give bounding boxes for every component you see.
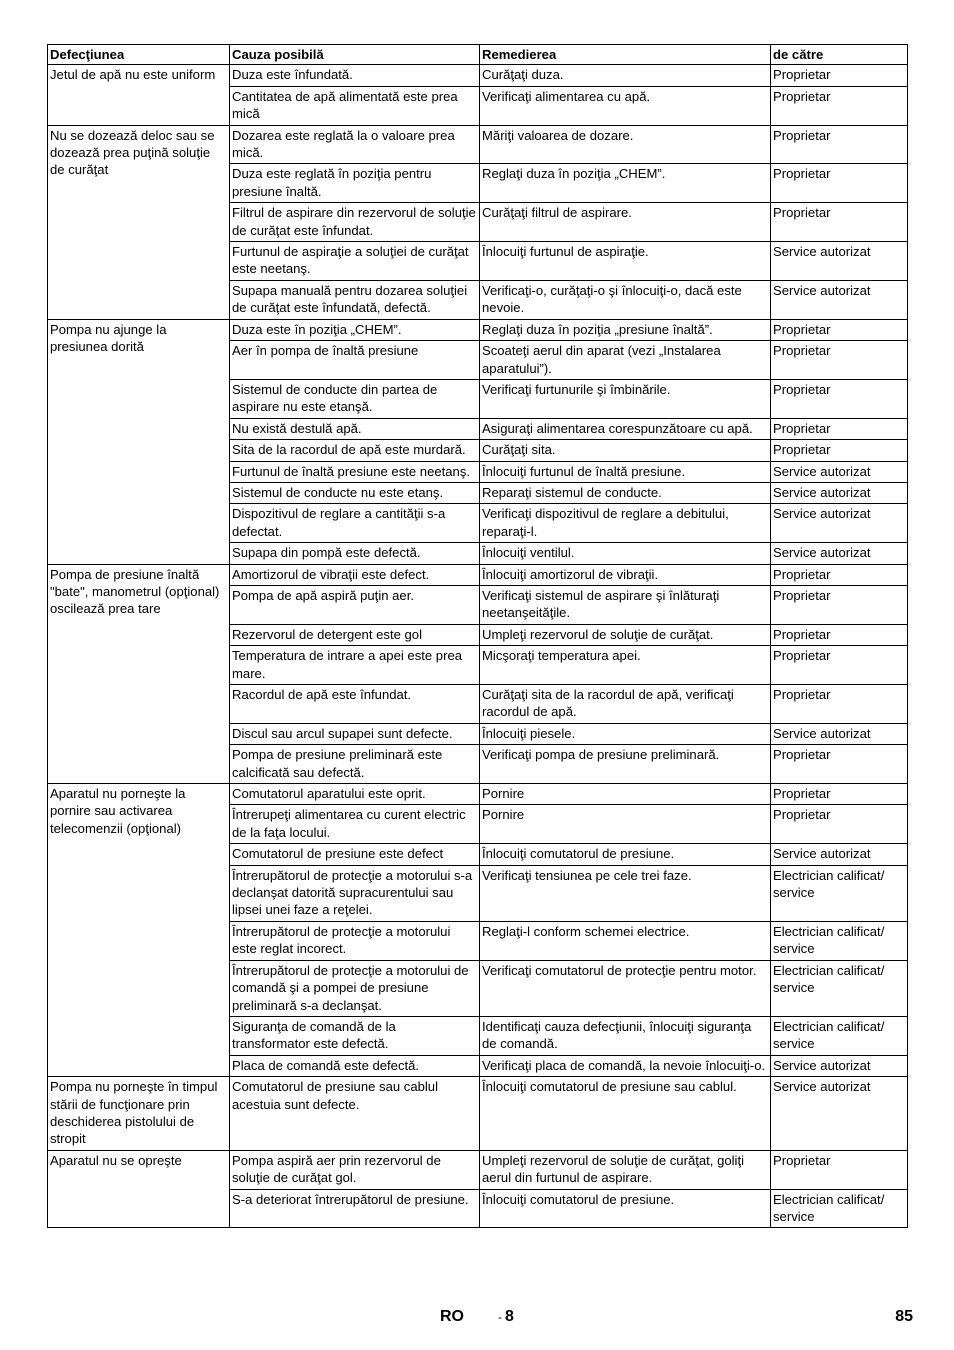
cause-cell: Duza este înfundată.: [230, 65, 480, 86]
cause-cell: Cantitatea de apă alimentată este prea mică: [230, 86, 480, 125]
cause-cell: Filtrul de aspirare din rezervorul de soluţie de curăţat este înfundat.: [230, 203, 480, 242]
responsible-cell: Proprietar: [771, 745, 908, 784]
responsible-cell: Service autorizat: [771, 280, 908, 319]
cause-cell: Duza este reglată în poziţia pentru presiune înaltă.: [230, 164, 480, 203]
page-number: 85: [895, 1308, 913, 1325]
remedy-cell: Înlocuiţi comutatorul de presiune.: [480, 844, 771, 865]
remedy-cell: Pornire: [480, 805, 771, 844]
cause-cell: Placa de comandă este defectă.: [230, 1055, 480, 1076]
responsible-cell: Proprietar: [771, 418, 908, 439]
remedy-cell: Curăţaţi duza.: [480, 65, 771, 86]
responsible-cell: Electrician calificat/ service: [771, 1189, 908, 1228]
fault-cell: Nu se dozează deloc sau se dozează prea puţină soluţie de curăţat: [48, 125, 230, 319]
responsible-cell: Service autorizat: [771, 1055, 908, 1076]
cause-cell: Supapa manuală pentru dozarea soluţiei de curăţat este înfundată, defectă.: [230, 280, 480, 319]
remedy-cell: Înlocuiţi comutatorul de presiune sau cablul.: [480, 1077, 771, 1151]
remedy-cell: Reglaţi duza în poziţia „presiune înaltă”.: [480, 319, 771, 340]
language-code: RO: [440, 1308, 464, 1325]
remedy-cell: Înlocuiţi ventilul.: [480, 543, 771, 564]
table-row: [48, 125, 908, 164]
cause-cell: Sistemul de conducte din partea de aspirare nu este etanşă.: [230, 379, 480, 418]
header-by: de către: [771, 45, 908, 65]
responsible-cell: Proprietar: [771, 784, 908, 805]
troubleshooting-table: [47, 44, 908, 1228]
responsible-cell: Proprietar: [771, 125, 908, 164]
remedy-cell: Umpleţi rezervorul de soluţie de curăţat.: [480, 624, 771, 645]
remedy-cell: Înlocuiţi furtunul de aspiraţie.: [480, 242, 771, 281]
remedy-cell: Umpleţi rezervorul de soluţie de curăţat, goliţi aerul din furtunul de aspirare.: [480, 1150, 771, 1189]
section-page-value: 8: [505, 1308, 514, 1325]
responsible-cell: Proprietar: [771, 440, 908, 461]
responsible-cell: Service autorizat: [771, 543, 908, 564]
remedy-cell: Verificaţi furtunurile şi îmbinările.: [480, 379, 771, 418]
responsible-cell: Electrician calificat/ service: [771, 960, 908, 1016]
cause-cell: Nu există destulă apă.: [230, 418, 480, 439]
responsible-cell: Service autorizat: [771, 844, 908, 865]
remedy-cell: Verificaţi dispozitivul de reglare a debitului, reparaţi-l.: [480, 504, 771, 543]
cause-cell: Sita de la racordul de apă este murdară.: [230, 440, 480, 461]
table-row: [48, 784, 908, 805]
remedy-cell: Verificaţi sistemul de aspirare şi înlăturaţi neetanşeităţile.: [480, 585, 771, 624]
table-row: [48, 319, 908, 340]
cause-cell: Pompa de apă aspiră puţin aer.: [230, 585, 480, 624]
remedy-cell: Scoateţi aerul din aparat (vezi „Instalarea aparatului”).: [480, 341, 771, 380]
responsible-cell: Service autorizat: [771, 482, 908, 503]
responsible-cell: Service autorizat: [771, 461, 908, 482]
cause-cell: Dozarea este reglată la o valoare prea mică.: [230, 125, 480, 164]
remedy-cell: Verificaţi pompa de presiune preliminară.: [480, 745, 771, 784]
cause-cell: Comutatorul de presiune sau cablul acestuia sunt defecte.: [230, 1077, 480, 1151]
remedy-cell: Identificaţi cauza defecţiunii, înlocuiţi siguranţa de comandă.: [480, 1016, 771, 1055]
responsible-cell: Proprietar: [771, 86, 908, 125]
fault-cell: Aparatul nu se opreşte: [48, 1150, 230, 1228]
responsible-cell: Service autorizat: [771, 723, 908, 744]
fault-cell: Pompa nu ajunge la presiunea dorită: [48, 319, 230, 564]
cause-cell: Comutatorul aparatului este oprit.: [230, 784, 480, 805]
responsible-cell: Electrician calificat/ service: [771, 865, 908, 921]
remedy-cell: Înlocuiţi furtunul de înaltă presiune.: [480, 461, 771, 482]
responsible-cell: Proprietar: [771, 379, 908, 418]
header-remedy: Remedierea: [480, 45, 771, 65]
fault-cell: Jetul de apă nu este uniform: [48, 65, 230, 125]
header-cause: Cauza posibilă: [230, 45, 480, 65]
table-row: [48, 1077, 908, 1151]
cause-cell: Temperatura de intrare a apei este prea mare.: [230, 646, 480, 685]
responsible-cell: Proprietar: [771, 203, 908, 242]
footer-dash: -: [498, 1310, 502, 1324]
responsible-cell: Proprietar: [771, 319, 908, 340]
cause-cell: Supapa din pompă este defectă.: [230, 543, 480, 564]
remedy-cell: Verificaţi-o, curăţaţi-o şi înlocuiţi-o, dacă este nevoie.: [480, 280, 771, 319]
remedy-cell: Reparaţi sistemul de conducte.: [480, 482, 771, 503]
responsible-cell: Proprietar: [771, 564, 908, 585]
responsible-cell: Proprietar: [771, 805, 908, 844]
remedy-cell: Verificaţi comutatorul de protecţie pentru motor.: [480, 960, 771, 1016]
responsible-cell: Proprietar: [771, 341, 908, 380]
remedy-cell: Curăţaţi filtrul de aspirare.: [480, 203, 771, 242]
remedy-cell: Micşoraţi temperatura apei.: [480, 646, 771, 685]
responsible-cell: Proprietar: [771, 1150, 908, 1189]
cause-cell: Furtunul de înaltă presiune este neetanş.: [230, 461, 480, 482]
responsible-cell: Proprietar: [771, 65, 908, 86]
responsible-cell: Proprietar: [771, 646, 908, 685]
cause-cell: Amortizorul de vibraţii este defect.: [230, 564, 480, 585]
cause-cell: Duza este în poziţia „CHEM”.: [230, 319, 480, 340]
cause-cell: Rezervorul de detergent este gol: [230, 624, 480, 645]
cause-cell: Întrerupătorul de protecţie a motorului de comandă şi a pompei de presiune preliminară s-a declanşat.: [230, 960, 480, 1016]
cause-cell: Întrerupeţi alimentarea cu curent electric de la faţa locului.: [230, 805, 480, 844]
header-fault: Defecţiunea: [48, 45, 230, 65]
cause-cell: Aer în pompa de înaltă presiune: [230, 341, 480, 380]
responsible-cell: Proprietar: [771, 164, 908, 203]
responsible-cell: Electrician calificat/ service: [771, 1016, 908, 1055]
remedy-cell: Verificaţi alimentarea cu apă.: [480, 86, 771, 125]
table-row: [48, 1150, 908, 1189]
remedy-cell: Pornire: [480, 784, 771, 805]
fault-cell: Aparatul nu porneşte la pornire sau activarea telecomenzii (opţional): [48, 784, 230, 1077]
remedy-cell: Reglaţi duza în poziţia „CHEM”.: [480, 164, 771, 203]
cause-cell: Întrerupătorul de protecţie a motorului este reglat incorect.: [230, 921, 480, 960]
fault-cell: Pompa de presiune înaltă "bate", manometrul (opţional) oscilează prea tare: [48, 564, 230, 783]
remedy-cell: Înlocuiţi piesele.: [480, 723, 771, 744]
table-row: [48, 564, 908, 585]
cause-cell: Siguranţa de comandă de la transformator este defectă.: [230, 1016, 480, 1055]
responsible-cell: Proprietar: [771, 624, 908, 645]
section-page-number: [498, 1308, 514, 1326]
cause-cell: Pompa de presiune preliminară este calcificată sau defectă.: [230, 745, 480, 784]
responsible-cell: Service autorizat: [771, 1077, 908, 1151]
responsible-cell: Proprietar: [771, 685, 908, 724]
responsible-cell: Service autorizat: [771, 504, 908, 543]
cause-cell: Întrerupătorul de protecţie a motorului s-a declanşat datorită supracurentului sau lipsei unei faze a reţelei.: [230, 865, 480, 921]
remedy-cell: Asiguraţi alimentarea corespunzătoare cu apă.: [480, 418, 771, 439]
responsible-cell: Electrician calificat/ service: [771, 921, 908, 960]
cause-cell: S-a deteriorat întrerupătorul de presiune.: [230, 1189, 480, 1228]
cause-cell: Dispozitivul de reglare a cantităţii s-a defectat.: [230, 504, 480, 543]
cause-cell: Discul sau arcul supapei sunt defecte.: [230, 723, 480, 744]
fault-cell: Pompa nu porneşte în timpul stării de funcţionare prin deschiderea pistolului de stropit: [48, 1077, 230, 1151]
cause-cell: Sistemul de conducte nu este etanş.: [230, 482, 480, 503]
remedy-cell: Înlocuiţi amortizorul de vibraţii.: [480, 564, 771, 585]
remedy-cell: Înlocuiţi comutatorul de presiune.: [480, 1189, 771, 1228]
remedy-cell: Reglaţi-l conform schemei electrice.: [480, 921, 771, 960]
remedy-cell: Măriţi valoarea de dozare.: [480, 125, 771, 164]
cause-cell: Comutatorul de presiune este defect: [230, 844, 480, 865]
responsible-cell: Proprietar: [771, 585, 908, 624]
table-header-row: [48, 45, 908, 65]
page-footer: [0, 1306, 954, 1328]
responsible-cell: Service autorizat: [771, 242, 908, 281]
cause-cell: Pompa aspiră aer prin rezervorul de soluţie de curăţat gol.: [230, 1150, 480, 1189]
remedy-cell: Curăţaţi sita de la racordul de apă, verificaţi racordul de apă.: [480, 685, 771, 724]
table-body: [48, 65, 908, 1228]
table-row: [48, 65, 908, 86]
remedy-cell: Curăţaţi sita.: [480, 440, 771, 461]
remedy-cell: Verificaţi placa de comandă, la nevoie înlocuiţi-o.: [480, 1055, 771, 1076]
remedy-cell: Verificaţi tensiunea pe cele trei faze.: [480, 865, 771, 921]
cause-cell: Racordul de apă este înfundat.: [230, 685, 480, 724]
cause-cell: Furtunul de aspiraţie a soluţiei de curăţat este neetanş.: [230, 242, 480, 281]
